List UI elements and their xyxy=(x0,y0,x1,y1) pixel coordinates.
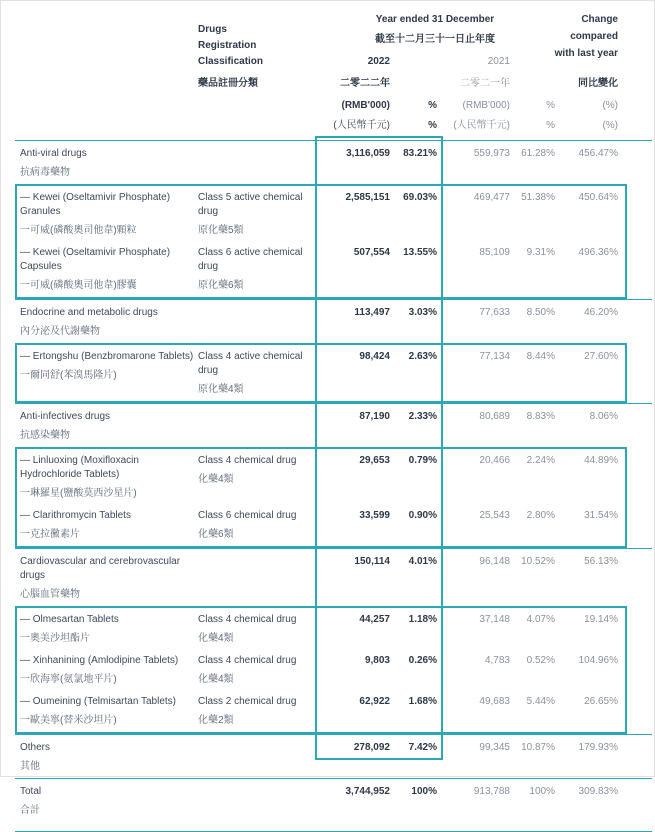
value-2021: 37,148 xyxy=(479,614,510,625)
drug-name-cell xyxy=(20,246,198,293)
drug-name-en: Anti-viral drugs xyxy=(20,148,87,159)
value-2022: 150,114 xyxy=(354,556,390,567)
pct-2021: 2.80% xyxy=(526,510,555,521)
pct-2022-cell xyxy=(390,306,437,320)
value-2021-cell xyxy=(437,509,510,523)
col-header-change-zh: 同比變化 xyxy=(578,78,618,89)
value-2021: 20,466 xyxy=(479,455,510,466)
classification-cell xyxy=(198,246,315,293)
pct-2021-cell xyxy=(510,741,555,755)
value-2021: 85,109 xyxy=(479,247,510,258)
col-header-classification-line3: Classification xyxy=(198,56,264,67)
value-2022-cell xyxy=(315,246,390,260)
pct-2022: 1.68% xyxy=(408,696,437,707)
value-2021: 99,345 xyxy=(479,742,510,753)
pct-2021-cell xyxy=(510,147,555,161)
change-pct: 179.93% xyxy=(578,742,618,753)
value-2021: 80,689 xyxy=(479,411,510,422)
classification-zh: 化藥2類 xyxy=(198,715,234,726)
col-header-2021-unit-zh: (人民幣千元) xyxy=(453,120,510,131)
classification-cell xyxy=(198,454,315,487)
change-pct-cell xyxy=(555,509,618,523)
pct-2022: 0.90% xyxy=(408,510,437,521)
table-body xyxy=(15,140,652,832)
drug-name-zh: 一可威(磷酸奧司他韋)膠囊 xyxy=(20,280,137,291)
drug-name-zh: 一欣海寧(氨氯地平片) xyxy=(20,674,117,685)
pct-2022-cell xyxy=(390,695,437,709)
pct-2021-cell xyxy=(510,785,555,799)
value-2021-cell xyxy=(437,741,510,755)
classification-en: Class 6 chemical drug xyxy=(198,510,297,521)
change-pct: 450.64% xyxy=(578,192,618,203)
drug-name-en: — Olmesartan Tablets xyxy=(20,614,119,625)
drug-name-en: — Kewei (Oseltamivir Phosphate) Granules xyxy=(20,192,171,217)
change-pct-cell xyxy=(555,306,618,320)
change-pct-cell xyxy=(555,246,618,260)
change-pct-cell xyxy=(555,350,618,364)
value-2022: 87,190 xyxy=(359,411,390,422)
classification-en: Class 4 chemical drug xyxy=(198,614,297,625)
value-2021: 559,973 xyxy=(473,148,510,159)
drug-name-cell xyxy=(20,695,198,728)
classification-cell xyxy=(198,654,315,687)
classification-cell xyxy=(198,509,315,542)
pct-2021: 8.44% xyxy=(526,351,555,362)
pct-2021-cell xyxy=(510,654,555,668)
drug-name-en: — Linluoxing (Moxifloxacin Hydrochloride Tablets) xyxy=(20,455,139,480)
category-row xyxy=(15,403,652,447)
sub-group-highlight-box xyxy=(15,184,627,299)
classification-en: Class 4 chemical drug xyxy=(198,455,297,466)
drug-name-zh: 抗病毒藥物 xyxy=(20,167,70,178)
drug-name-en: Others xyxy=(20,742,51,753)
pct-2021: 10.52% xyxy=(521,556,555,567)
col-header-change-line1: Change xyxy=(581,14,618,25)
drug-name-en: Anti-infectives drugs xyxy=(20,411,111,422)
pct-2021-cell xyxy=(510,350,555,364)
category-row xyxy=(15,140,652,184)
product-row xyxy=(20,695,625,728)
pct-2021-cell xyxy=(510,454,555,468)
pct-2021: 5.44% xyxy=(526,696,555,707)
col-header-classification-zh: 藥品註冊分類 xyxy=(198,78,258,89)
drug-name-zh: 一克拉黴素片 xyxy=(20,529,80,540)
drug-name-en: Endocrine and metabolic drugs xyxy=(20,307,158,318)
drug-name-zh: 一可威(磷酸奧司他韋)顆粒 xyxy=(20,225,137,236)
change-pct: 104.96% xyxy=(578,655,618,666)
value-2021-cell xyxy=(437,246,510,260)
value-2021-cell xyxy=(437,654,510,668)
pct-2022: 2.63% xyxy=(408,351,437,362)
drug-name-en: Total xyxy=(20,786,42,797)
drug-name-cell xyxy=(20,147,198,180)
classification-cell xyxy=(198,350,315,397)
drug-name-cell xyxy=(20,785,198,818)
drug-name-zh: 一歐美寧(替米沙坦片) xyxy=(20,715,117,726)
change-pct-cell xyxy=(555,785,618,799)
pct-2021: 2.24% xyxy=(526,455,555,466)
value-2021-cell xyxy=(437,454,510,468)
drug-name-en: Cardiovascular and cerebrovascular drugs xyxy=(20,556,181,581)
change-pct: 56.13% xyxy=(584,556,618,567)
classification-en: Class 2 chemical drug xyxy=(198,696,297,707)
value-2022: 44,257 xyxy=(359,614,390,625)
value-2022-cell xyxy=(315,695,390,709)
value-2022-cell xyxy=(315,555,390,569)
value-2022: 9,803 xyxy=(364,655,390,666)
pct-2022: 83.21% xyxy=(403,148,437,159)
pct-2022-cell xyxy=(390,147,437,161)
change-pct: 496.36% xyxy=(578,247,618,258)
pct-2021-cell xyxy=(510,306,555,320)
col-header-2021-zh: 二零二一年 xyxy=(460,78,510,89)
pct-2021-cell xyxy=(510,555,555,569)
col-header-change-line3: with last year xyxy=(554,48,618,59)
drug-name-cell xyxy=(20,410,198,443)
pct-2021: 61.28% xyxy=(521,148,555,159)
value-2022-cell xyxy=(315,454,390,468)
pct-2021-cell xyxy=(510,191,555,205)
total-row xyxy=(15,778,652,831)
pct-2021-cell xyxy=(510,246,555,260)
pct-2022-cell xyxy=(390,410,437,424)
drug-name-zh: 其他 xyxy=(20,761,40,772)
drug-name-zh: 合計 xyxy=(20,805,40,816)
drug-name-cell xyxy=(20,613,198,646)
pct-2022: 13.55% xyxy=(403,247,437,258)
table-header xyxy=(15,0,652,140)
value-2022-cell xyxy=(315,147,390,161)
product-row xyxy=(20,613,625,646)
change-pct: 26.65% xyxy=(584,696,618,707)
value-2022-cell xyxy=(315,785,390,799)
col-header-change-line2: compared xyxy=(570,31,618,42)
col-header-2022-unit: (RMB'000) xyxy=(341,100,390,111)
pct-2022-cell xyxy=(390,454,437,468)
value-2021-cell xyxy=(437,191,510,205)
pct-2022: 1.18% xyxy=(408,614,437,625)
classification-zh: 原化藥6類 xyxy=(198,280,244,291)
value-2021: 77,633 xyxy=(479,307,510,318)
classification-zh: 化藥4類 xyxy=(198,674,234,685)
value-2021: 469,477 xyxy=(473,192,510,203)
change-pct: 44.89% xyxy=(584,455,618,466)
pct-2021-cell xyxy=(510,695,555,709)
change-pct: 456.47% xyxy=(578,148,618,159)
col-header-2022: 2022 xyxy=(367,56,390,67)
drug-name-en: — Kewei (Oseltamivir Phosphate) Capsules xyxy=(20,247,171,272)
change-pct: 27.60% xyxy=(584,351,618,362)
product-row xyxy=(20,191,625,238)
product-row xyxy=(20,509,625,542)
drug-name-zh: 一琳羅星(鹽酸莫西沙星片) xyxy=(20,488,137,499)
product-row xyxy=(20,454,625,501)
value-2021: 49,683 xyxy=(479,696,510,707)
classification-zh: 化藥4類 xyxy=(198,474,234,485)
classification-cell xyxy=(198,695,315,728)
col-header-classification-line2: Registration xyxy=(198,40,257,51)
classification-zh: 化藥6類 xyxy=(198,529,234,540)
value-2022: 29,653 xyxy=(359,455,390,466)
pct-2021: 51.38% xyxy=(521,192,555,203)
sub-group-highlight-box xyxy=(15,606,627,734)
value-2021: 96,148 xyxy=(479,556,510,567)
classification-cell xyxy=(198,613,315,646)
pct-2022-cell xyxy=(390,654,437,668)
classification-zh: 原化藥4類 xyxy=(198,384,244,395)
pct-2022: 69.03% xyxy=(403,192,437,203)
pct-2022: 3.03% xyxy=(408,307,437,318)
pct-2021-cell xyxy=(510,613,555,627)
value-2022: 3,744,952 xyxy=(345,786,390,797)
value-2021: 913,788 xyxy=(473,786,510,797)
change-pct-cell xyxy=(555,613,618,627)
col-header-2022-pct: % xyxy=(428,100,437,111)
col-header-2021: 2021 xyxy=(487,56,510,67)
sub-group-highlight-box xyxy=(15,343,627,403)
product-row xyxy=(20,654,625,687)
change-pct-cell xyxy=(555,654,618,668)
value-2022-cell xyxy=(315,509,390,523)
drug-name-zh: 心腦血管藥物 xyxy=(20,589,80,600)
change-pct: 309.83% xyxy=(578,786,618,797)
classification-cell xyxy=(198,191,315,238)
pct-2022-cell xyxy=(390,741,437,755)
value-2021-cell xyxy=(437,350,510,364)
change-pct-cell xyxy=(555,555,618,569)
sub-group-highlight-box xyxy=(15,447,627,548)
value-2022-cell xyxy=(315,350,390,364)
value-2021-cell xyxy=(437,555,510,569)
change-pct: 19.14% xyxy=(584,614,618,625)
pct-2022: 0.26% xyxy=(408,655,437,666)
pct-2021: 9.31% xyxy=(526,247,555,258)
drug-name-en: — Clarithromycin Tablets xyxy=(20,510,131,521)
col-header-2022-unit-zh: (人民幣千元) xyxy=(333,120,390,131)
value-2022-cell xyxy=(315,306,390,320)
classification-zh: 原化藥5類 xyxy=(198,225,244,236)
pct-2021: 100% xyxy=(529,786,555,797)
change-pct: 8.06% xyxy=(589,411,618,422)
category-row xyxy=(15,548,652,606)
classification-en: Class 4 active chemical drug xyxy=(198,351,303,376)
value-2022: 507,554 xyxy=(353,247,390,258)
value-2022-cell xyxy=(315,654,390,668)
drug-name-en: — Xinhanining (Amlodipine Tablets) xyxy=(20,655,179,666)
value-2022: 278,092 xyxy=(353,742,390,753)
col-header-2021-pct2: % xyxy=(546,120,555,131)
drug-name-zh: 內分泌及代謝藥物 xyxy=(20,326,100,337)
value-2022: 33,599 xyxy=(359,510,390,521)
drug-name-zh: 抗感染藥物 xyxy=(20,430,70,441)
drug-name-cell xyxy=(20,654,198,687)
change-pct-cell xyxy=(555,147,618,161)
pct-2022-cell xyxy=(390,350,437,364)
pct-2021-cell xyxy=(510,410,555,424)
value-2021-cell xyxy=(437,147,510,161)
pct-2021: 0.52% xyxy=(526,655,555,666)
value-2022-cell xyxy=(315,191,390,205)
drug-name-zh: 一奧美沙坦酯片 xyxy=(20,633,90,644)
pct-2022-cell xyxy=(390,613,437,627)
value-2021: 25,543 xyxy=(479,510,510,521)
drug-name-cell xyxy=(20,555,198,602)
value-2022-cell xyxy=(315,741,390,755)
drug-name-cell xyxy=(20,350,198,383)
change-pct-cell xyxy=(555,191,618,205)
col-header-2022-pct2: % xyxy=(428,120,437,131)
category-row xyxy=(15,734,652,778)
pct-2022: 4.01% xyxy=(408,556,437,567)
col-header-change-unit2: (%) xyxy=(602,120,618,131)
pct-2022-cell xyxy=(390,246,437,260)
value-2021-cell xyxy=(437,410,510,424)
value-2021: 4,783 xyxy=(484,655,510,666)
pct-2022: 2.33% xyxy=(408,411,437,422)
drug-name-cell xyxy=(20,454,198,501)
classification-en: Class 4 chemical drug xyxy=(198,655,297,666)
value-2022: 113,497 xyxy=(354,307,390,318)
classification-en: Class 5 active chemical drug xyxy=(198,192,303,217)
drug-name-zh: 一爾同舒(苯溴馬隆片) xyxy=(20,370,117,381)
change-pct-cell xyxy=(555,695,618,709)
col-header-year-group-zh: 截至十二月三十一日止年度 xyxy=(375,34,495,45)
value-2021-cell xyxy=(437,785,510,799)
value-2021-cell xyxy=(437,306,510,320)
product-row xyxy=(20,246,625,293)
drug-name-en: — Ertongshu (Benzbromarone Tablets) xyxy=(20,351,194,362)
col-header-year-group-en: Year ended 31 December xyxy=(375,14,495,25)
pct-2022-cell xyxy=(390,785,437,799)
change-pct-cell xyxy=(555,741,618,755)
col-header-classification-line1: Drugs xyxy=(198,24,227,35)
pct-2022: 100% xyxy=(411,786,437,797)
change-pct: 46.20% xyxy=(584,307,618,318)
value-2022: 62,922 xyxy=(359,696,390,707)
change-pct: 31.54% xyxy=(584,510,618,521)
col-header-2021-unit: (RMB'000) xyxy=(462,100,510,111)
value-2022: 3,116,059 xyxy=(346,148,390,159)
drug-sales-table xyxy=(15,0,652,832)
product-row xyxy=(20,350,625,397)
col-header-2022-zh: 二零二二年 xyxy=(340,78,390,89)
pct-2022-cell xyxy=(390,509,437,523)
drug-name-cell xyxy=(20,191,198,238)
value-2021-cell xyxy=(437,695,510,709)
value-2022-cell xyxy=(315,613,390,627)
drug-name-en: — Oumeining (Telmisartan Tablets) xyxy=(20,696,176,707)
classification-zh: 化藥4類 xyxy=(198,633,234,644)
pct-2021: 4.07% xyxy=(526,614,555,625)
drug-name-cell xyxy=(20,306,198,339)
pct-2022-cell xyxy=(390,191,437,205)
pct-2021-cell xyxy=(510,509,555,523)
category-row xyxy=(15,299,652,343)
value-2021: 77,134 xyxy=(479,351,510,362)
value-2021-cell xyxy=(437,613,510,627)
change-pct-cell xyxy=(555,410,618,424)
value-2022: 2,585,151 xyxy=(345,192,390,203)
value-2022-cell xyxy=(315,410,390,424)
pct-2021: 8.83% xyxy=(526,411,555,422)
col-header-change-unit: (%) xyxy=(602,100,618,111)
col-header-2021-pct: % xyxy=(546,100,555,111)
drug-name-cell xyxy=(20,741,198,774)
pct-2022: 7.42% xyxy=(408,742,437,753)
pct-2022: 0.79% xyxy=(408,455,437,466)
pct-2021: 10.87% xyxy=(521,742,555,753)
classification-en: Class 6 active chemical drug xyxy=(198,247,303,272)
pct-2022-cell xyxy=(390,555,437,569)
pct-2021: 8.50% xyxy=(526,307,555,318)
change-pct-cell xyxy=(555,454,618,468)
value-2022: 98,424 xyxy=(359,351,390,362)
drug-name-cell xyxy=(20,509,198,542)
